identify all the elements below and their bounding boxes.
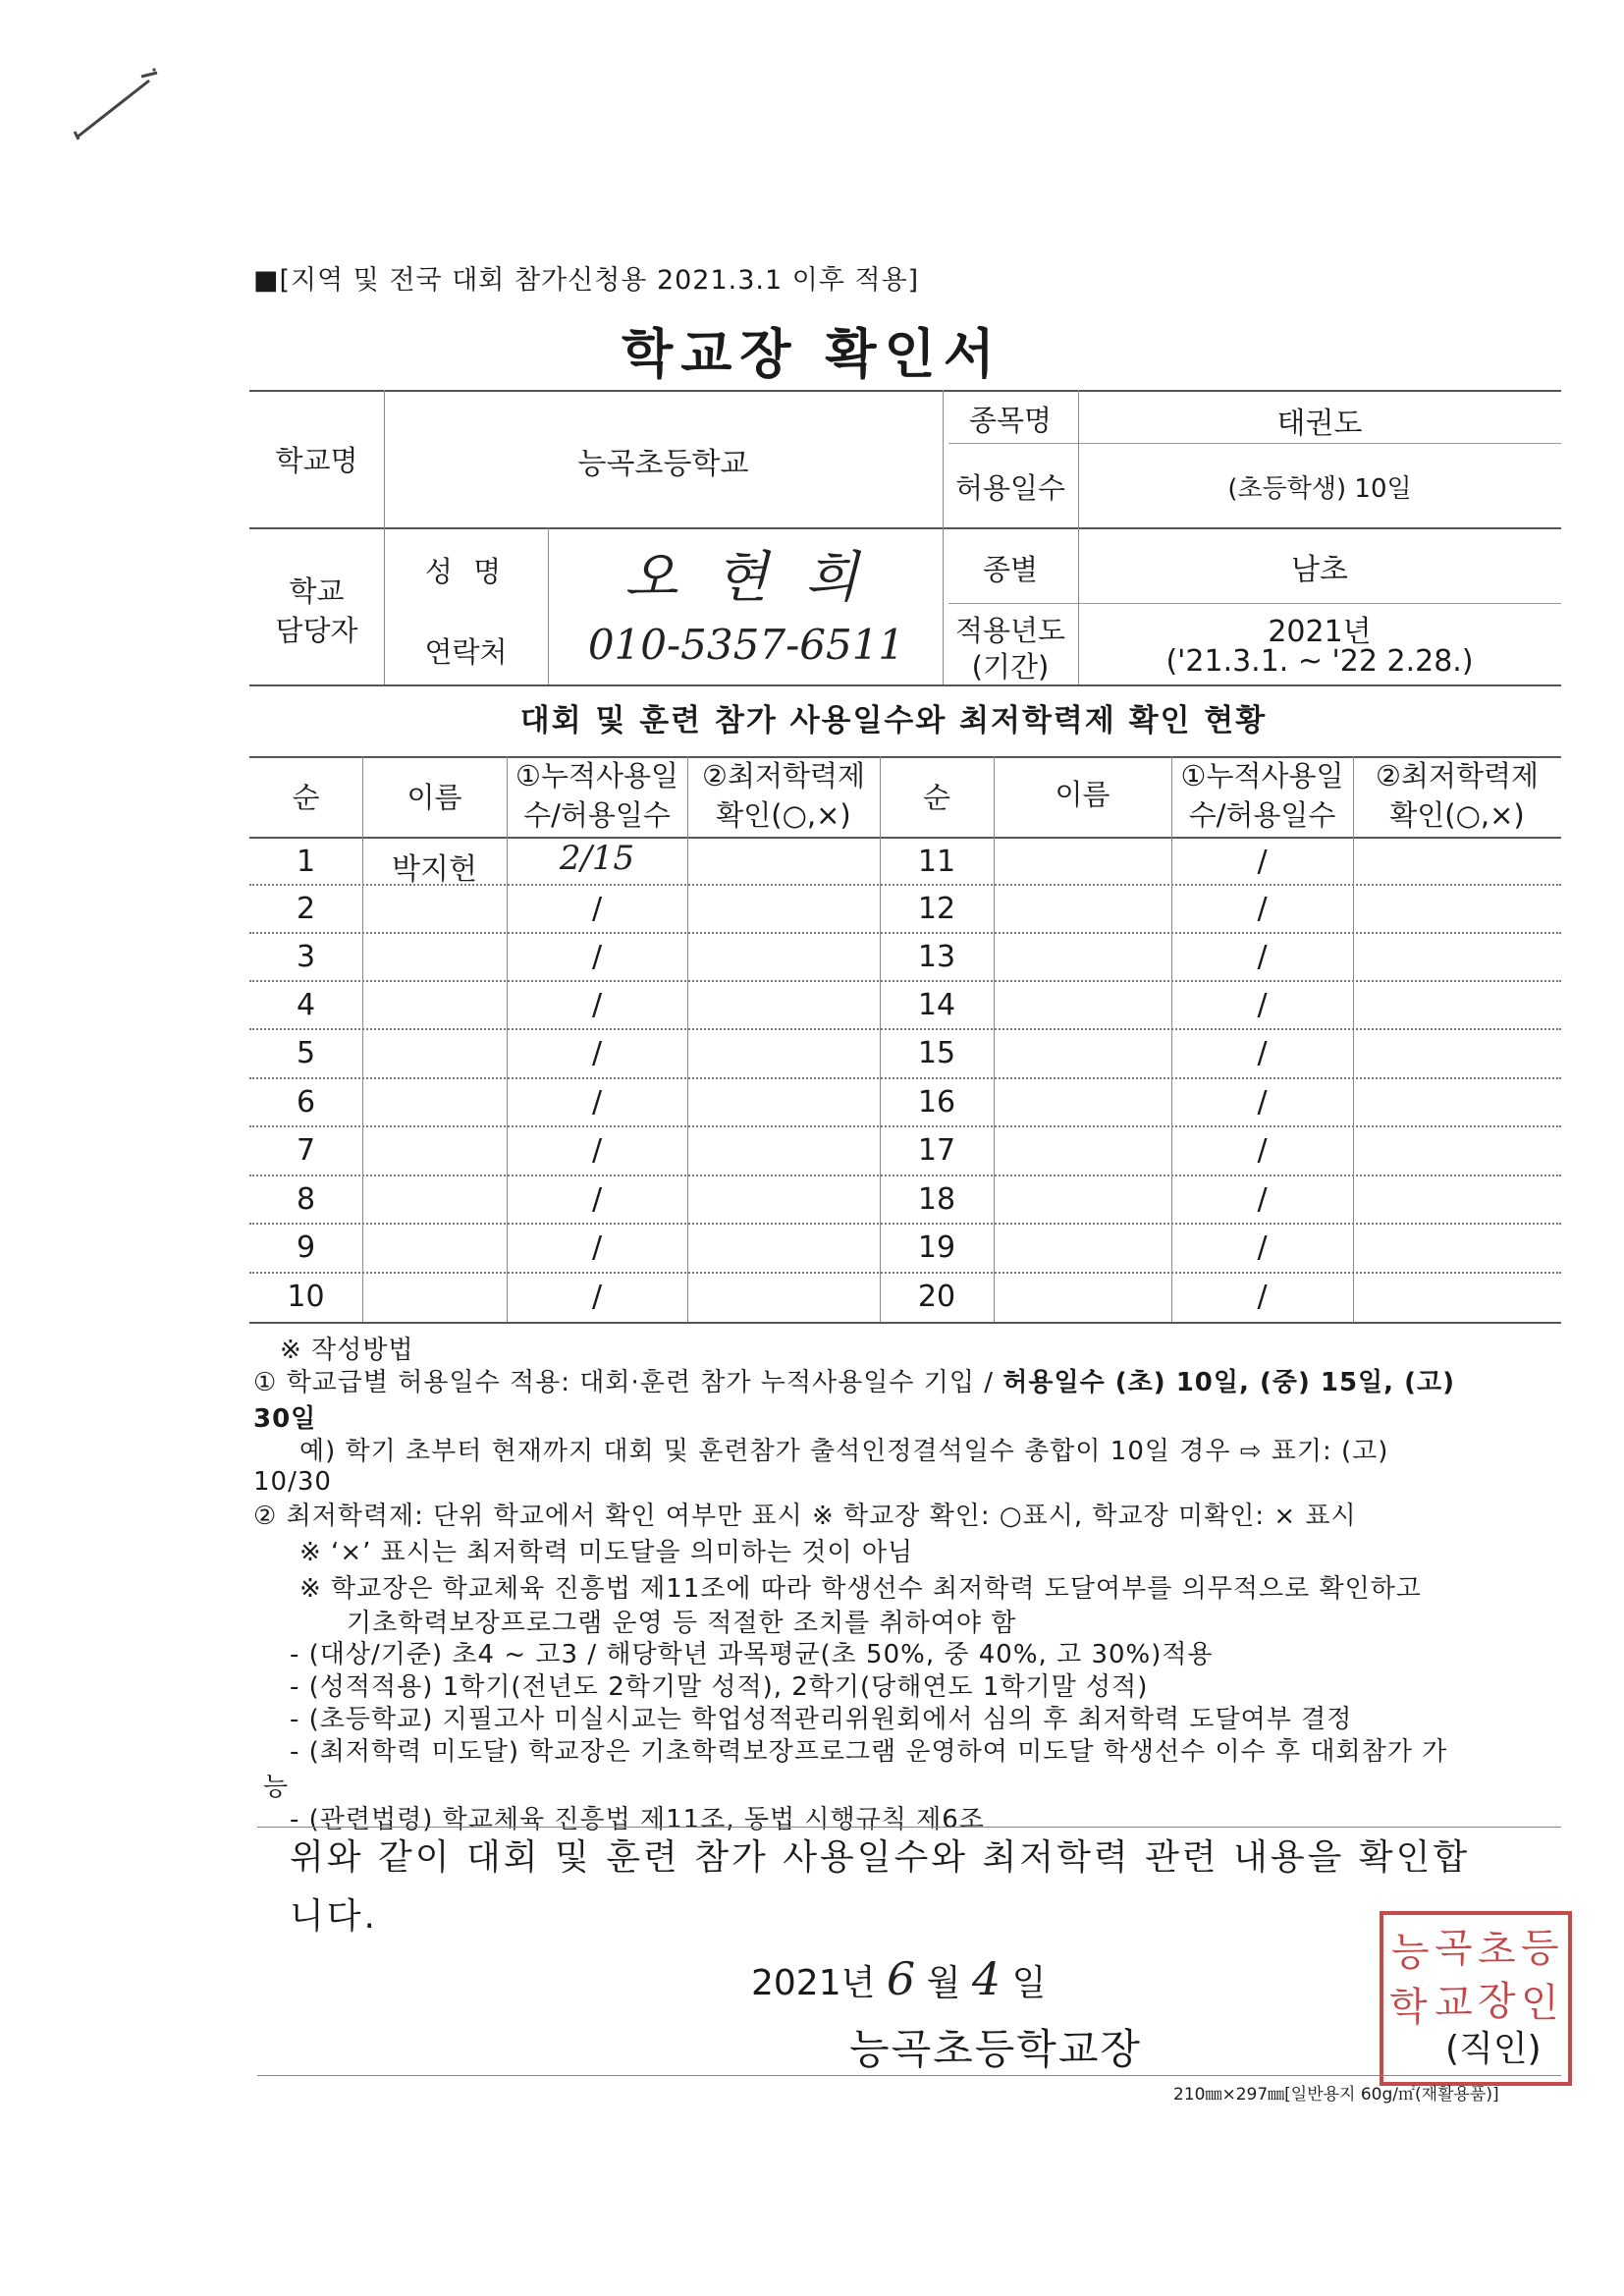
table-cell-name — [362, 940, 507, 989]
table-cell-no: 7 — [296, 1133, 316, 1168]
note-8: - (성적적용) 1학기(전년도 2학기말 성적), 2학기(당해연도 1학기말 성적) — [290, 1672, 1149, 1702]
table-cell-check — [687, 940, 880, 989]
table-cell-check — [1353, 988, 1561, 1037]
header-days-left-2: 수/허용일수 — [523, 798, 671, 832]
year-label: 적용년도 — [954, 614, 1066, 647]
table-cell-no: 9 — [296, 1230, 316, 1265]
note-7: - (대상/기준) 초4 ~ 고3 / 해당학년 과목평균(초 50%, 중 40%, 고 30%)적용 — [290, 1640, 1214, 1669]
table-cell-check — [687, 845, 880, 894]
note-5: ※ 학교장은 학교체육 진흥법 제11조에 따라 학생선수 최저학력 도달여부를 의무적으로 확인하고 — [299, 1574, 1422, 1604]
header-no-left: 순 — [292, 781, 320, 814]
table-cell-check — [687, 1085, 880, 1134]
table-cell-name — [362, 1133, 507, 1182]
note-2-cont: 10/30 — [253, 1467, 332, 1497]
table-cell-name — [362, 1280, 507, 1329]
date-day-handwritten: 4 — [971, 1952, 1001, 2005]
stamp-char: 능 — [1391, 1930, 1430, 1975]
contact-handwritten: 010-5357-6511 — [587, 621, 905, 669]
table-cell-no: 14 — [917, 988, 956, 1022]
notes-heading: ※ 작성방법 — [280, 1336, 414, 1365]
table-cell-no: 6 — [296, 1085, 316, 1120]
name-label: 성 명 — [424, 555, 508, 588]
event-label: 종목명 — [968, 404, 1053, 437]
table-cell-days: / — [1257, 892, 1268, 926]
divider — [257, 1827, 1561, 1828]
confirm-line-1: 위와 같이 대회 및 훈련 참가 사용일수와 최저학력 관련 내용을 확인합 — [290, 1837, 1471, 1878]
table-cell-no: 1 — [296, 845, 316, 879]
table-cell-days: / — [1257, 1280, 1268, 1314]
table-cell-no: 2 — [296, 892, 316, 926]
note-6: 기초학력보장프로그램 운영 등 적절한 조치를 취하여야 함 — [347, 1609, 1017, 1638]
table-cell-name — [994, 988, 1171, 1037]
table-cell-days: / — [591, 1133, 603, 1168]
year-label-period: (기간) — [971, 650, 1050, 683]
table-cell-name — [994, 1036, 1171, 1085]
table-cell-days: / — [591, 1085, 603, 1120]
table-cell-days: / — [1257, 1230, 1268, 1265]
table-cell-check — [687, 1230, 880, 1280]
table-cell-name — [994, 892, 1171, 941]
stamp-char: 등 — [1521, 1926, 1559, 1971]
table-cell-days: / — [1257, 940, 1268, 974]
table-cell-check — [687, 892, 880, 941]
confirm-line-2: 니다. — [290, 1896, 378, 1937]
stamp-char: 장 — [1478, 1979, 1516, 2024]
period-value: ('21.3.1. ~ '22 2.28.) — [1165, 644, 1474, 679]
table-cell-check — [687, 1280, 880, 1329]
stamp-char: 곡 — [1435, 1926, 1473, 1971]
pen-scribble-mark — [69, 61, 167, 149]
header-name-left: 이름 — [406, 781, 462, 814]
event-value: 태권도 — [1276, 407, 1363, 441]
table-cell-no: 16 — [917, 1085, 956, 1120]
manager-label-line1: 학교 — [289, 574, 345, 608]
table-cell-no: 17 — [917, 1133, 956, 1168]
allowed-days-label: 허용일수 — [954, 471, 1066, 505]
table-cell-no: 13 — [917, 940, 956, 974]
table-cell-name — [994, 1085, 1171, 1134]
table-cell-no: 20 — [917, 1280, 956, 1314]
table-cell-no: 4 — [296, 988, 316, 1022]
table-cell-name — [994, 845, 1171, 894]
section-title: 대회 및 훈련 참가 사용일수와 최저학력제 확인 현황 — [519, 703, 1268, 738]
table-cell-name — [994, 1133, 1171, 1182]
table-cell-days: / — [591, 988, 603, 1022]
table-cell-days: / — [1257, 1133, 1268, 1168]
header-no-right: 순 — [922, 781, 950, 814]
table-cell-name — [362, 892, 507, 941]
table-cell-name — [362, 988, 507, 1037]
table-cell-name — [994, 940, 1171, 989]
manager-name-handwritten: 오 현 희 — [624, 546, 868, 610]
table-cell-check — [1353, 1036, 1561, 1085]
stamp-char: 인 — [1521, 1981, 1559, 2026]
table-cell-name — [994, 1280, 1171, 1329]
table-cell-check — [1353, 1280, 1561, 1329]
table-cell-name — [362, 1182, 507, 1231]
table-cell-no: 3 — [296, 940, 316, 974]
note-4: ※ ‘×’ 표시는 최저학력 미도달을 의미하는 것이 아님 — [299, 1538, 914, 1567]
seal-label: (직인) — [1445, 2029, 1542, 2069]
table-cell-no: 15 — [917, 1036, 956, 1070]
table-cell-check — [687, 988, 880, 1037]
stamp-char: 교 — [1435, 1981, 1473, 2026]
type-value: 남초 — [1291, 553, 1348, 587]
header-check-right-1: ②최저학력제 — [1375, 759, 1540, 793]
table-cell-days: / — [591, 1280, 603, 1314]
header-check-left-2: 확인(○,×) — [716, 798, 851, 832]
table-cell-no: 11 — [917, 845, 956, 879]
note-11: 능 — [263, 1773, 290, 1802]
date-month-label: 월 — [926, 1963, 961, 2003]
paper-spec: 210㎜×297㎜[일반용지 60g/㎡(재활용품)] — [1173, 2085, 1499, 2105]
table-cell-days: / — [591, 1182, 603, 1217]
table-cell-days: / — [1257, 988, 1268, 1022]
note-10: - (최저학력 미도달) 학교장은 기초학력보장프로그램 운영하여 미도달 학생선수 이수 후 대회참가 가 — [290, 1737, 1448, 1767]
note-2: 예) 학기 초부터 현재까지 대회 및 훈련참가 출석인정결석일수 총합이 10일 경우 ⇨ 표기: (고) — [299, 1437, 1389, 1466]
stamp-char: 초 — [1478, 1928, 1516, 1973]
header-name-right: 이름 — [1055, 778, 1110, 811]
table-cell-no: 12 — [917, 892, 956, 926]
table-cell-check — [687, 1036, 880, 1085]
table-cell-days: 2/15 — [559, 839, 635, 878]
table-cell-check — [1353, 940, 1561, 989]
table-cell-days: / — [591, 940, 603, 974]
table-cell-no: 8 — [296, 1182, 316, 1217]
table-cell-days: / — [591, 1230, 603, 1265]
note-1-cont: 30일 — [253, 1404, 317, 1434]
header-days-right-2: 수/허용일수 — [1188, 798, 1336, 832]
contact-label: 연락처 — [424, 635, 508, 669]
note-1: ① 학교급별 허용일수 적용: 대회·훈련 참가 누적사용일수 기입 / 허용일수 (초) 10일, (중) 15일, (고) — [253, 1368, 1455, 1397]
table-cell-days: / — [1257, 1085, 1268, 1120]
header-note: ■[지역 및 전국 대회 참가신청용 2021.3.1 이후 적용] — [253, 265, 920, 296]
table-cell-check — [1353, 892, 1561, 941]
allowed-days-value: (초등학생) 10일 — [1227, 474, 1412, 504]
date-day-label: 일 — [1011, 1963, 1047, 2003]
table-cell-no: 10 — [287, 1280, 325, 1314]
year-value: 2021년 — [1268, 615, 1372, 649]
table-cell-check — [687, 1182, 880, 1231]
header-days-right-1: ①누적사용일 — [1180, 759, 1344, 793]
manager-label-line2: 담당자 — [275, 614, 358, 647]
table-cell-days: / — [591, 1036, 603, 1070]
date-year: 2021년 — [751, 1963, 876, 2003]
table-cell-days: / — [1257, 845, 1268, 879]
table-cell-name — [362, 1085, 507, 1134]
table-cell-name: 박지헌 — [392, 852, 477, 887]
note-9: - (초등학교) 지필고사 미실시교는 학업성적관리위원회에서 심의 후 최저학력 도달여부 결정 — [290, 1705, 1353, 1734]
note-12: - (관련법령) 학교체육 진흥법 제11조, 동법 시행규칙 제6조 — [290, 1805, 985, 1834]
table-cell-check — [1353, 1133, 1561, 1182]
stamp-char: 학 — [1389, 1985, 1428, 2030]
table-cell-check — [1353, 845, 1561, 894]
header-check-left-1: ②최저학력제 — [701, 759, 866, 793]
table-cell-name — [994, 1182, 1171, 1231]
confirm-statement — [290, 1829, 1546, 1946]
table-cell-name — [362, 1230, 507, 1280]
table-cell-no: 18 — [917, 1182, 956, 1217]
signing-date — [751, 1952, 1046, 2005]
bottom-rule — [257, 2075, 1561, 2076]
table-cell-no: 5 — [296, 1036, 316, 1070]
table-cell-days: / — [1257, 1182, 1268, 1217]
table-cell-days: / — [591, 892, 603, 926]
table-cell-check — [1353, 1230, 1561, 1280]
header-days-left-1: ①누적사용일 — [514, 759, 679, 793]
principal-name: 능곡초등학교장 — [849, 2025, 1143, 2073]
note-3: ② 최저학력제: 단위 학교에서 확인 여부만 표시 ※ 학교장 확인: ○표시, 학교장 미확인: × 표시 — [253, 1502, 1357, 1531]
school-name-label: 학교명 — [275, 444, 358, 477]
table-cell-name — [362, 1036, 507, 1085]
table-cell-check — [1353, 1085, 1561, 1134]
header-check-right-2: 확인(○,×) — [1389, 798, 1525, 832]
table-cell-check — [687, 1133, 880, 1182]
school-name-value: 능곡초등학교 — [577, 447, 749, 481]
table-cell-check — [1353, 1182, 1561, 1231]
date-month-handwritten: 6 — [886, 1952, 916, 2005]
document-title: 학교장 확인서 — [622, 323, 1002, 385]
table-cell-no: 19 — [917, 1230, 956, 1265]
table-cell-days: / — [1257, 1036, 1268, 1070]
type-label: 종별 — [982, 553, 1039, 586]
table-cell-name — [994, 1230, 1171, 1280]
